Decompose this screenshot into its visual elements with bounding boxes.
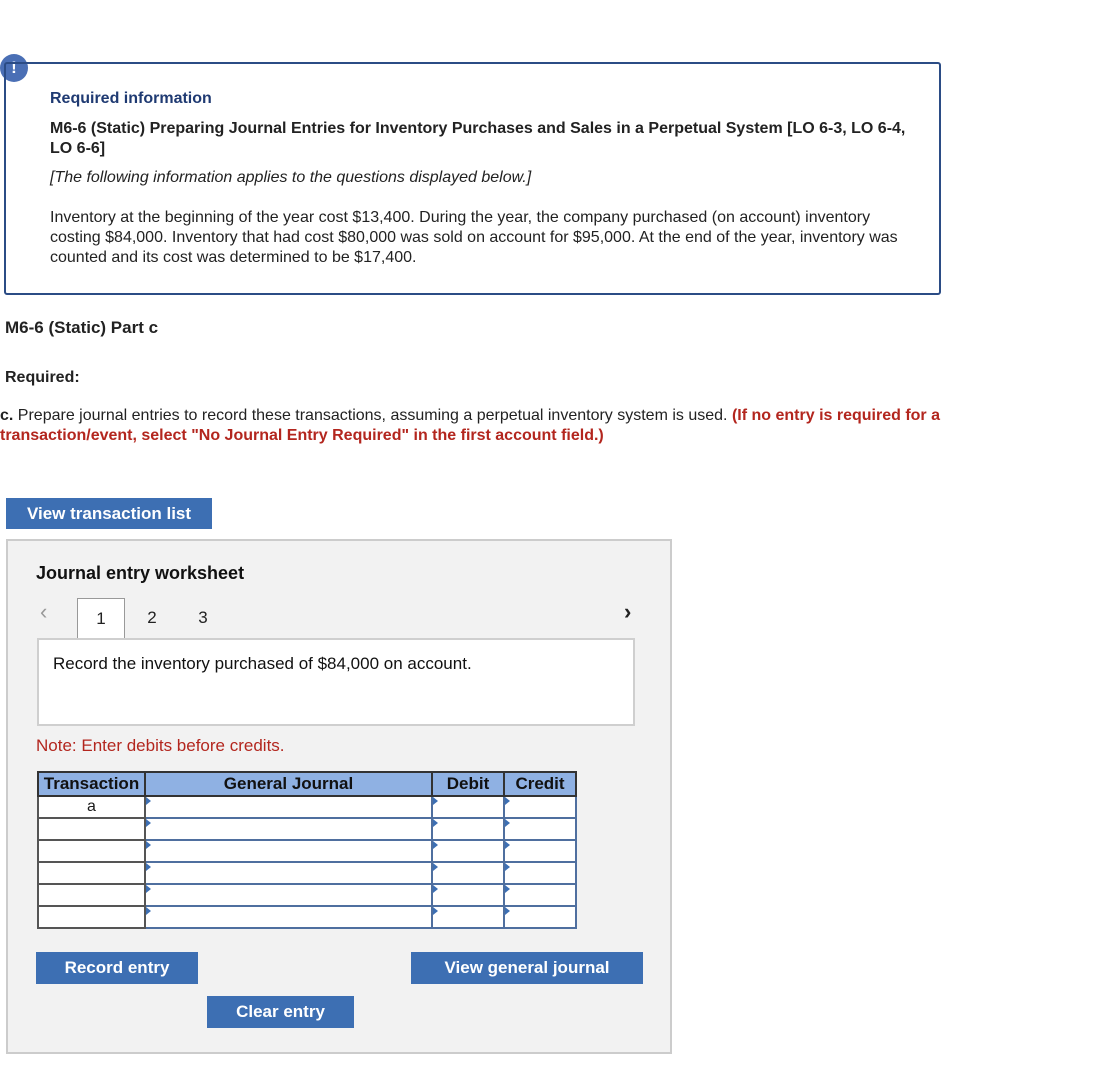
transaction-cell: a	[38, 796, 145, 818]
view-transaction-list-button[interactable]: View transaction list	[6, 498, 212, 529]
worksheet-title: Journal entry worksheet	[36, 563, 245, 583]
problem-body: Inventory at the beginning of the year cost $13,400. During the year, the company purchased (on account) inventory costing $84,000. Inventory that had cost $80,000 was sold on account for $95,000. At the end of the year, inventory was counted and its cost was determined to be $17,400.	[50, 209, 898, 266]
credit-field[interactable]	[504, 840, 576, 862]
credit-field[interactable]	[504, 818, 576, 840]
debit-field[interactable]	[432, 862, 504, 884]
transaction-cell	[38, 862, 145, 884]
view-general-journal-button[interactable]: View general journal	[411, 952, 643, 984]
table-row	[38, 796, 576, 818]
question-letter: c.	[0, 407, 14, 424]
transaction-cell	[38, 906, 145, 928]
required-information-panel	[4, 62, 941, 295]
account-field[interactable]	[145, 862, 432, 884]
header-general-journal: General Journal	[145, 772, 432, 796]
debit-field[interactable]	[432, 796, 504, 818]
table-row	[38, 862, 576, 884]
question-body: Prepare journal entries to record these transactions, assuming a perpetual inventory system is used.	[17, 407, 728, 424]
info-note: [The following information applies to the questions displayed below.]	[50, 169, 532, 186]
question-text	[0, 406, 940, 446]
journal-entry-worksheet	[6, 539, 672, 1054]
table-row	[38, 840, 576, 862]
header-credit: Credit	[504, 772, 576, 796]
account-field[interactable]	[145, 796, 432, 818]
journal-table	[37, 771, 577, 929]
debit-field[interactable]	[432, 840, 504, 862]
debit-field[interactable]	[432, 884, 504, 906]
exclamation-icon: !	[0, 54, 28, 82]
account-field[interactable]	[145, 884, 432, 906]
header-transaction: Transaction	[38, 772, 145, 796]
header-debit: Debit	[432, 772, 504, 796]
account-field[interactable]	[145, 818, 432, 840]
journal-table-header	[38, 772, 576, 796]
credit-field[interactable]	[504, 796, 576, 818]
required-label: Required:	[5, 369, 80, 386]
record-entry-button[interactable]: Record entry	[36, 952, 198, 984]
entry-prompt-box	[37, 638, 635, 726]
problem-heading: M6-6 (Static) Preparing Journal Entries for Inventory Purchases and Sales in a Perpetual System [LO 6-3, LO 6-4, LO 6-6]	[50, 120, 906, 157]
account-field[interactable]	[145, 840, 432, 862]
table-row	[38, 818, 576, 840]
part-title: M6-6 (Static) Part c	[5, 318, 159, 337]
transaction-cell	[38, 840, 145, 862]
page-tab-1[interactable]: 1	[77, 598, 125, 638]
credit-field[interactable]	[504, 862, 576, 884]
entry-prompt: Record the inventory purchased of $84,000 on account.	[53, 654, 472, 673]
table-row	[38, 884, 576, 906]
chevron-left-icon[interactable]: ‹	[40, 599, 48, 624]
entry-note: Note: Enter debits before credits.	[36, 736, 285, 755]
debit-field[interactable]	[432, 906, 504, 928]
account-field[interactable]	[145, 906, 432, 928]
transaction-cell	[38, 884, 145, 906]
table-row	[38, 906, 576, 928]
chevron-right-icon[interactable]: ›	[624, 599, 632, 624]
transaction-cell	[38, 818, 145, 840]
credit-field[interactable]	[504, 906, 576, 928]
page-tab-3[interactable]: 3	[198, 608, 208, 627]
clear-entry-button[interactable]: Clear entry	[207, 996, 354, 1028]
question-emphasis: (If no entry is required for a transaction/event, select "No Journal Entry Required" in the first account field.)	[0, 407, 940, 444]
credit-field[interactable]	[504, 884, 576, 906]
page-tab-2[interactable]: 2	[147, 608, 157, 627]
info-title: Required information	[50, 90, 212, 107]
debit-field[interactable]	[432, 818, 504, 840]
